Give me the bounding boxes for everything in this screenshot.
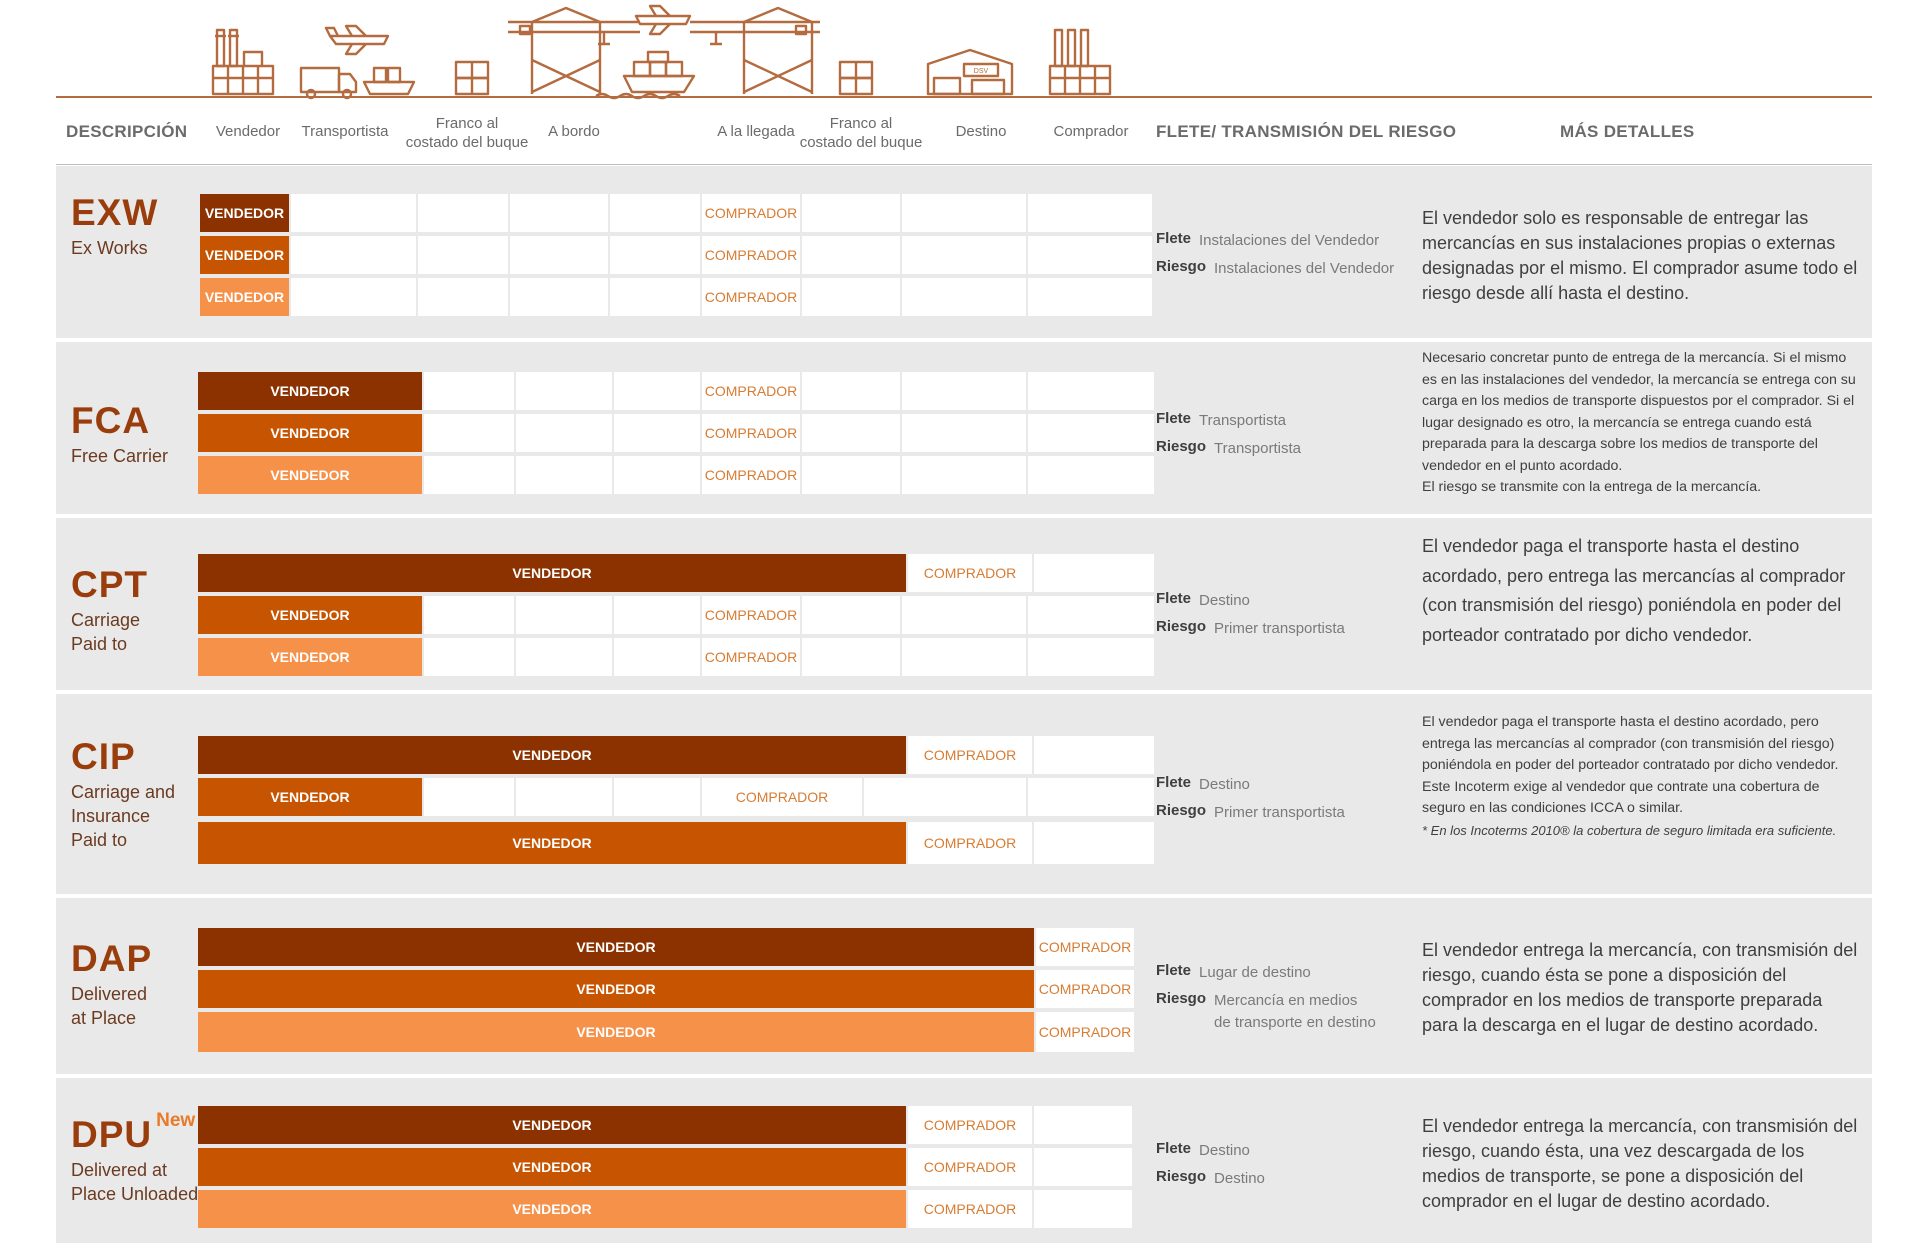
comprador-cell: COMPRADOR [702,456,800,494]
term-name: Ex Works [71,238,148,258]
truck-icon [301,68,356,98]
comprador-cell: COMPRADOR [1036,1012,1134,1052]
vendedor-bar: VENDEDOR [198,928,1034,966]
empty-cell [424,596,514,634]
vendedor-bar: VENDEDOR [198,596,422,634]
comprador-cell: COMPRADOR [908,554,1032,592]
empty-cell [610,236,700,274]
comprador-cell: COMPRADOR [702,414,800,452]
header-transportista: Transportista [301,123,389,140]
term-dap: DAP Delivered at Place VENDEDOR COMPRADOR VENDEDOR COMPRADOR VENDEDOR COMPRADOR Flete Lugar de destino Riesgo Mercancía en medios de transporte en destino El vendedor entrega la mercancía, con transmisión del riesgo, cuando ésta se pone a disposición del comprador en los medios de transporte preparada para la descarga en el lugar de destino acordado. [56,898,1872,1074]
empty-cell [424,414,514,452]
comprador-cell: COMPRADOR [1036,970,1134,1008]
term-name: Delivered at Place Unloaded [71,1160,199,1204]
comprador-cell: COMPRADOR [908,822,1032,864]
comprador-cell: COMPRADOR [702,236,800,274]
warehouse-sign: DSV [973,68,989,75]
empty-cell [1034,1106,1132,1144]
empty-cell [802,596,900,634]
vendedor-bar: VENDEDOR [198,456,422,494]
empty-cell [614,372,700,410]
term-name: Carriage and Insurance Paid to [71,782,176,850]
empty-cell [510,236,608,274]
empty-cell [510,194,608,232]
empty-cell [902,414,1026,452]
empty-cell [902,456,1026,494]
empty-cell [291,236,416,274]
comprador-cell: COMPRADOR [908,1190,1032,1228]
comprador-cell: COMPRADOR [702,194,800,232]
empty-cell [1028,372,1154,410]
empty-cell [802,456,900,494]
empty-cell [1034,736,1154,774]
vendedor-bar: VENDEDOR [200,236,289,274]
comprador-cell: COMPRADOR [908,1106,1032,1144]
comprador-cell: COMPRADOR [702,278,800,316]
empty-cell [802,194,900,232]
empty-cell [1028,596,1154,634]
crane-icon-2 [690,8,820,94]
empty-cell [1034,554,1154,592]
vendedor-bar: VENDEDOR [198,372,422,410]
empty-cell [516,372,612,410]
term-code: DAP [71,938,153,979]
airplane-icon [326,26,388,54]
empty-cell [614,596,700,634]
empty-cell [802,236,900,274]
boxes-icon-2 [840,62,872,94]
crane-icon [508,8,640,94]
empty-cell [418,278,508,316]
header-descripcion: DESCRIPCIÓN [66,122,188,141]
vendedor-bar: VENDEDOR [200,194,289,232]
column-header [56,96,1872,165]
empty-cell [902,372,1026,410]
term-cpt: CPT Carriage Paid to VENDEDOR COMPRADOR VENDEDOR COMPRADOR VENDEDOR COMPRADOR Flete Destino Riesgo Primer transportista El vendedor paga el transporte hasta el destino acordado, pero entrega las mercancías al comprador (con transmisión del riesgo) poniéndola en poder del porteador contratado por dicho vendedor. [56,518,1872,690]
empty-cell [1028,194,1152,232]
header-franco-2: Franco al costado del buque [799,115,923,151]
term-code: EXW [71,192,159,233]
comprador-cell: COMPRADOR [702,372,800,410]
empty-cell [1028,638,1154,676]
header-comprador: Comprador [1053,123,1129,140]
empty-cell [418,194,508,232]
vendedor-bar: VENDEDOR [198,1148,906,1186]
empty-cell [424,778,514,816]
comprador-cell: COMPRADOR [702,638,800,676]
airplane-icon-2 [636,6,690,34]
empty-cell [291,194,416,232]
header-a-bordo: A bordo [548,123,600,140]
header-destino: Destino [955,123,1007,140]
empty-cell [418,236,508,274]
new-badge: New [156,1110,196,1131]
empty-cell [516,596,612,634]
vendedor-bar: VENDEDOR [198,1012,1034,1052]
term-exw: EXW Ex Works VENDEDOR COMPRADOR VENDEDOR COMPRADOR VENDEDOR COMPRADOR Flete Instalaciones del Vendedor Riesgo Instalaciones del Vendedor El vendedor solo es responsable de entregar las mercancías en sus instalaciones propias o externas designadas por el mismo. El comprador asume todo el riesgo desde allí hasta el destino. [56,166,1872,338]
empty-cell [1028,456,1154,494]
header-vendedor: Vendedor [215,123,281,140]
empty-cell [802,372,900,410]
term-description: El vendedor entrega la mercancía, con transmisión del riesgo, cuando ésta se pone a disposición del comprador en los medios de transporte preparada para la descarga en el lugar de destino acordado. [1422,940,1858,1035]
empty-cell [902,638,1026,676]
empty-cell [424,638,514,676]
term-description: El vendedor entrega la mercancía, con transmisión del riesgo, cuando ésta, una vez descargada de los medios de transporte, se pone a disposición del comprador en el lugar de destino acordado. [1422,1116,1858,1211]
vendedor-bar: VENDEDOR [198,970,1034,1008]
term-code: CIP [71,736,136,777]
ship-icon [364,68,414,94]
empty-cell [614,414,700,452]
empty-cell [902,596,1026,634]
factory-icon-2 [1050,30,1110,94]
vendedor-bar: VENDEDOR [200,278,289,316]
term-cip: CIP Carriage and Insurance Paid to VENDEDOR COMPRADOR VENDEDOR COMPRADOR VENDEDOR COMPRADOR Flete Destino Riesgo Primer transportista El vendedor paga el transporte hasta el destino acordado, pero entrega las mercancías al comprador (con transmisión del riesgo) poniéndola en poder del porteador contratado por dicho vendedor. Este Incoterm exige al vendedor que contrate una cobertura de seguro en las condiciones ICCA o similar. * En los Incoterms 2010® la cobertura de seguro limitada era suficiente. [56,694,1872,894]
comprador-cell: COMPRADOR [908,736,1032,774]
empty-cell [902,278,1026,316]
term-name: Carriage Paid to [71,610,141,654]
term-description: El vendedor solo es responsable de entregar las mercancías en sus instalaciones propias o externas designadas por el mismo. El comprador asume todo el riesgo desde allí hasta el destino. [1422,208,1858,303]
empty-cell [802,278,900,316]
empty-cell [614,638,700,676]
empty-cell [902,194,1026,232]
factory-icon [213,30,273,94]
empty-cell [614,778,700,816]
term-code: DPU $^{New}$ [71,1110,196,1155]
empty-cell [1028,278,1152,316]
term-name: Free Carrier [71,446,169,466]
logistics-illustration [0,0,1918,100]
comprador-cell: COMPRADOR [702,596,800,634]
empty-cell [291,278,416,316]
term-code: FCA [71,400,151,441]
empty-cell [1028,414,1154,452]
empty-cell [614,456,700,494]
vendedor-bar: VENDEDOR [198,822,906,864]
vendedor-bar: VENDEDOR [198,778,422,816]
vendedor-bar: VENDEDOR [198,554,906,592]
header-a-la-llegada: A la llegada [717,123,795,140]
term-fca: FCA Free Carrier VENDEDOR COMPRADOR VENDEDOR COMPRADOR VENDEDOR COMPRADOR Flete Transportista Riesgo Transportista Necesario concretar punto de entrega de la mercancía. Si el mismo es en las instalaciones del vendedor, la mercancía se entrega con su carga en los medios de transporte dispuestos por el comprador. Si el lugar designado es otro, la mercancía se entrega cuando está preparada para la descarga sobre los medios de transporte del vendedor en el punto acordado. El riesgo se transmite con la entrega de la mercancía. [56,342,1872,514]
empty-cell [1028,236,1152,274]
empty-cell [516,414,612,452]
vendedor-bar: VENDEDOR [198,1106,906,1144]
empty-cell [802,414,900,452]
empty-cell [424,372,514,410]
term-description: El vendedor paga el transporte hasta el destino acordado, pero entrega las mercancías al comprador (con transmisión del riesgo) poniéndola en poder del porteador contratado por dicho vendedor. Este Incoterm exige al vendedor que contrate una cobertura de seguro en las condiciones ICCA o similar. * En los Incoterms 2010® la cobertura de seguro limitada era suficiente. [1422,714,1839,838]
term-name: Delivered at Place [71,984,148,1028]
vendedor-bar: VENDEDOR [198,638,422,676]
empty-cell [1034,1190,1132,1228]
vendedor-bar: VENDEDOR [198,1190,906,1228]
empty-cell [510,278,608,316]
empty-cell [864,778,1026,816]
comprador-cell: COMPRADOR [908,1148,1032,1186]
vendedor-bar: VENDEDOR [198,414,422,452]
boxes-icon [456,62,488,94]
empty-cell [1034,1148,1132,1186]
header-flete-riesgo: FLETE/ TRANSMISIÓN DEL RIESGO [1156,122,1457,141]
empty-cell [516,456,612,494]
empty-cell [516,778,612,816]
empty-cell [610,278,700,316]
empty-cell [516,638,612,676]
vendedor-bar: VENDEDOR [198,736,906,774]
empty-cell [1028,778,1154,816]
empty-cell [802,638,900,676]
comprador-cell: COMPRADOR [702,778,862,816]
term-code: CPT [71,564,148,605]
empty-cell [424,456,514,494]
comprador-cell: COMPRADOR [1036,928,1134,966]
term-description: El vendedor paga el transporte hasta el destino acordado, pero entrega las mercancías al comprador (con transmisión del riesgo) poniéndola en poder del porteador contratado por dicho vendedor. [1422,536,1846,645]
container-ship-icon [596,52,694,98]
empty-cell [902,236,1026,274]
warehouse-icon [928,50,1012,94]
header-mas-detalles: MÁS DETALLES [1560,122,1695,141]
term-description: Necesario concretar punto de entrega de la mercancía. Si el mismo es en las instalaciones del vendedor, la mercancía se entrega con su carga en los medios de transporte dispuestos por el comprador. Si el lugar designado es otro, la mercancía se entrega cuando está preparada para la descarga sobre los medios de transporte del vendedor en el punto acordado. El riesgo se transmite con la entrega de la mercancía. [1422,350,1856,495]
empty-cell [610,194,700,232]
empty-cell [1034,822,1154,864]
term-dpu: DPU $^{New}$ Delivered at Place Unloaded VENDEDOR COMPRADOR VENDEDOR COMPRADOR VENDEDOR COMPRADOR Flete Destino Riesgo Destino El vendedor entrega la mercancía, con transmisión del riesgo, cuando ésta, una vez descargada de los medios de transporte, se pone a disposición del comprador en el lugar de destino acordado. [56,1078,1872,1243]
header-franco-1: Franco al costado del buque [405,115,529,151]
